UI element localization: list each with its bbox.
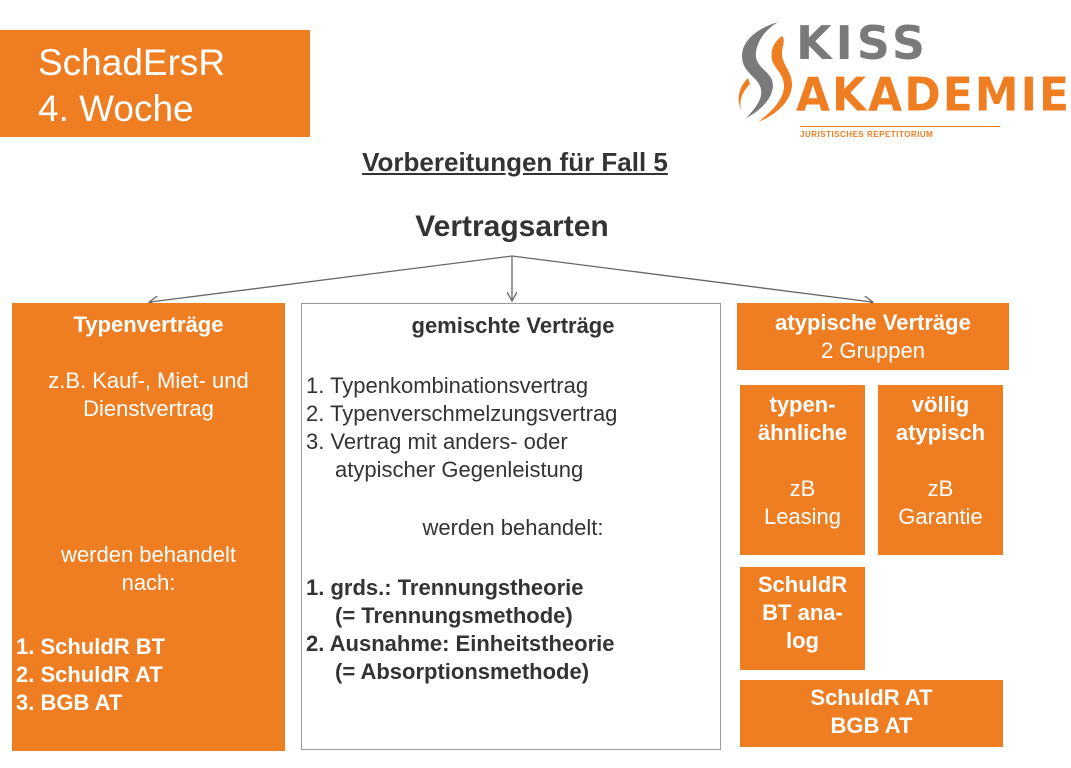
schuldr-at-line-2: BGB AT — [830, 713, 913, 738]
logo-text-kiss: KISS — [796, 16, 929, 70]
title-line-2: 4. Woche — [38, 88, 194, 129]
schuldr-at-bgb-at-box — [740, 680, 1003, 747]
arrow-to-atypische — [512, 256, 872, 302]
typenvertraege-list-item: 1. SchuldR BT — [16, 634, 166, 659]
gemischte-type-item: 2. Typenverschmelzungsvertrag — [306, 401, 618, 426]
gemischte-method-sub: (= Trennungsmethode) — [335, 603, 573, 628]
typenaehnliche-title-1: typen- — [769, 392, 836, 417]
typenvertraege-box — [12, 303, 285, 751]
schuldr-at-line-1: SchuldR AT — [810, 685, 933, 710]
typenaehnliche-box — [740, 385, 865, 555]
voellig-title-1: völlig — [911, 392, 970, 417]
schuldr-bt-line-1: SchuldR — [757, 572, 848, 597]
logo-text-akademie: AKADEMIE — [796, 68, 1071, 123]
typenaehnliche-title-2: ähnliche — [757, 420, 848, 445]
schuldr-bt-line-2: BT ana- — [762, 600, 843, 625]
typenvertraege-title: Typenverträge — [73, 312, 224, 337]
page-heading: Vorbereitungen für Fall 5 — [362, 147, 668, 177]
gemischte-method-main: 2. Ausnahme: Einheitstheorie — [306, 631, 615, 656]
atypische-subtitle: 2 Gruppen — [821, 338, 925, 363]
typenvertraege-treated-1: werden behandelt — [61, 542, 236, 567]
voellig-example-2: Garantie — [898, 504, 983, 529]
typenvertraege-list-item: 3. BGB AT — [16, 690, 123, 715]
atypische-vertraege-header — [737, 303, 1009, 370]
atypische-title: atypische Verträge — [775, 310, 971, 335]
typenvertraege-example-1: z.B. Kauf-, Miet- und — [48, 368, 249, 393]
gemischte-type-continuation: atypischer Gegenleistung — [335, 457, 584, 482]
logo-tagline: JURISTISCHES REPETITORIUM — [800, 130, 934, 139]
voellig-atypisch-box — [878, 385, 1003, 555]
voellig-example-1: zB — [927, 476, 954, 501]
gemischte-type-item: 3. Vertrag mit anders- oder — [306, 429, 568, 454]
arrow-to-typenvertraege — [150, 256, 512, 302]
typenaehnliche-example-1: zB — [789, 476, 816, 501]
gemischte-title: gemischte Verträge — [411, 313, 615, 338]
typenvertraege-example-2: Dienstvertrag — [83, 396, 214, 421]
gemischte-treated: werden behandelt: — [422, 515, 604, 540]
title-line-1: SchadErsR — [38, 42, 226, 83]
gemischte-method-main: 1. grds.: Trennungstheorie — [306, 575, 584, 600]
gemischte-vertraege-box — [301, 303, 721, 750]
gemischte-type-item: 1. Typenkombinationsvertrag — [306, 373, 589, 398]
typenvertraege-treated-2: nach: — [121, 570, 176, 595]
voellig-title-2: atypisch — [895, 420, 986, 445]
typenvertraege-list-item: 2. SchuldR AT — [16, 662, 163, 687]
diagram-root-label: Vertragsarten — [415, 210, 609, 243]
gemischte-method-sub: (= Absorptionsmethode) — [335, 659, 590, 684]
typenaehnliche-example-2: Leasing — [763, 504, 842, 529]
schuldr-bt-analog-box — [740, 567, 865, 670]
schuldr-bt-line-3: log — [786, 628, 819, 653]
